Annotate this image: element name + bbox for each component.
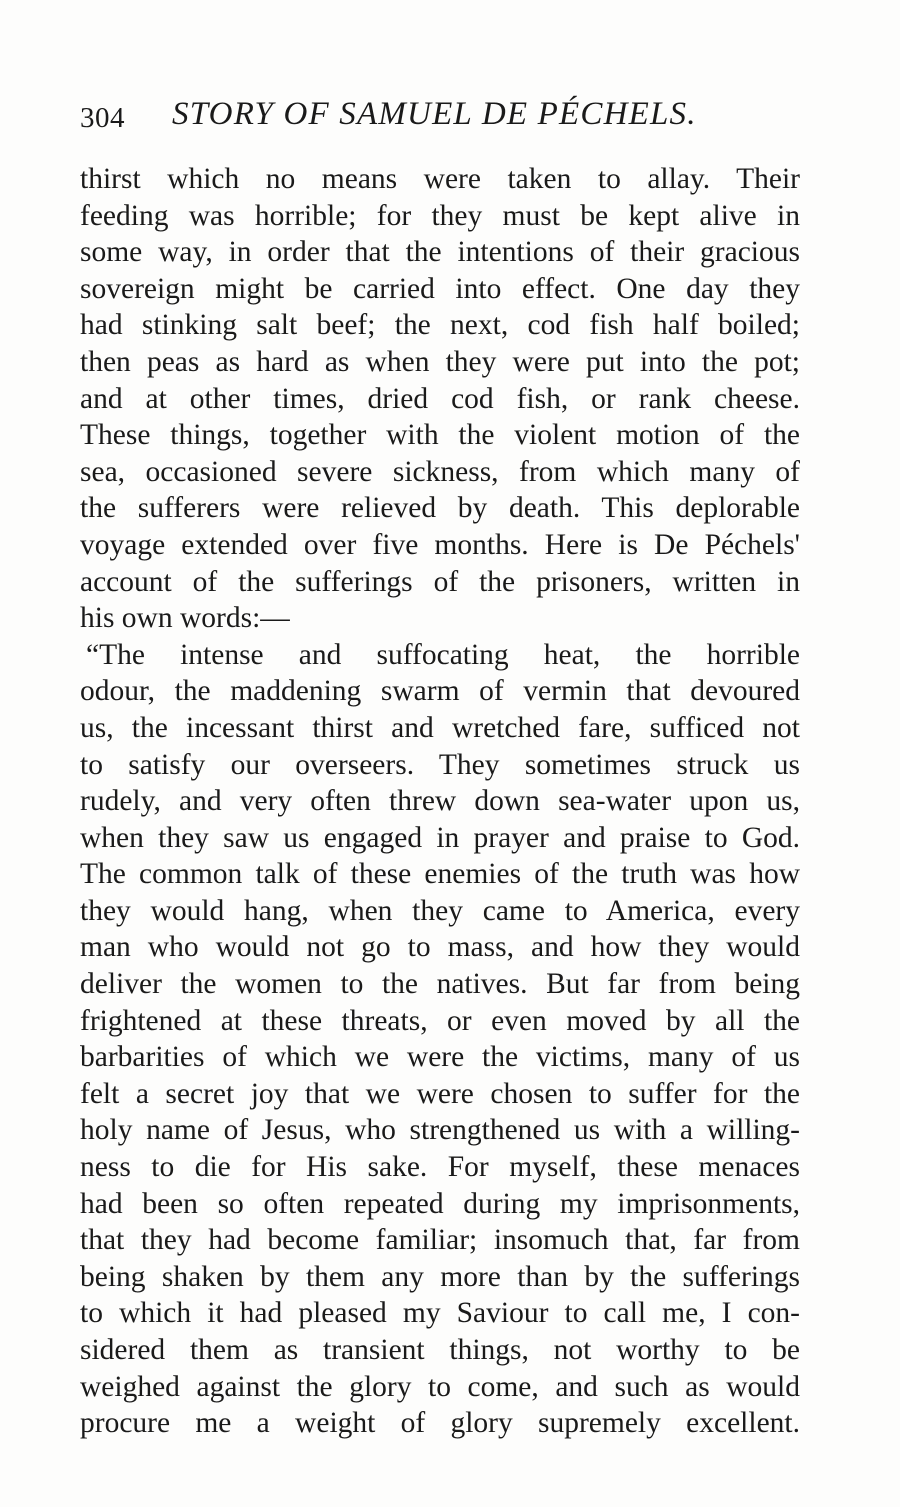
text-line: sovereign might be carried into effect. One day they xyxy=(80,272,800,305)
text-line: ness to die for His sake. For myself, these menaces xyxy=(80,1151,800,1184)
text-line: odour, the maddening swarm of vermin that devoured xyxy=(80,675,800,708)
text-line: sidered them as transient things, not worthy to be xyxy=(80,1334,800,1366)
text-line: weighed against the glory to come, and such as would xyxy=(80,1370,800,1403)
text-line: The common talk of these enemies of the truth was how xyxy=(80,858,800,891)
text-line: rudely, and very often threw down sea-water upon us, xyxy=(80,785,800,818)
text-line: to which it had pleased my Saviour to call me, I con- xyxy=(80,1297,800,1330)
running-title: STORY OF SAMUEL DE PÉCHELS. xyxy=(172,96,697,132)
text-line: some way, in order that the intentions of their gracious xyxy=(80,236,800,269)
text-line: procure me a weight of glory supremely excellent. xyxy=(80,1407,800,1440)
text-line: that they had become familiar; insomuch that, far from xyxy=(80,1224,800,1257)
text-line: they would hang, when they came to America, every xyxy=(80,894,800,927)
text-line: These things, together with the violent motion of the xyxy=(80,419,800,452)
page-number: 304 xyxy=(80,102,125,134)
text-line: feeding was horrible; for they must be kept alive in xyxy=(80,199,800,232)
text-line: the sufferers were relieved by death. This deplorable xyxy=(80,492,800,525)
text-line: his own words:— xyxy=(80,602,290,635)
text-line: us, the incessant thirst and wretched fare, sufficed not xyxy=(80,711,800,744)
text-line: thirst which no means were taken to allay. Their xyxy=(80,163,800,195)
text-line: sea, occasioned severe sickness, from which many of xyxy=(80,455,800,488)
text-line: and at other times, dried cod fish, or rank cheese. xyxy=(80,382,800,415)
body-text xyxy=(80,161,800,1442)
page-header xyxy=(80,96,820,146)
text-line: had been so often repeated during my imprisonments, xyxy=(80,1187,800,1220)
text-line: holy name of Jesus, who strengthened us with a willing- xyxy=(80,1114,800,1147)
text-line: being shaken by them any more than by the sufferings xyxy=(80,1260,800,1293)
text-line: voyage extended over five months. Here is De Péchels' xyxy=(80,528,800,561)
text-line: felt a secret joy that we were chosen to suffer for the xyxy=(80,1077,800,1110)
text-line: had stinking salt beef; the next, cod fish half boiled; xyxy=(80,309,800,342)
text-line: deliver the women to the natives. But far from being xyxy=(80,968,800,1001)
text-line: barbarities of which we were the victims, many of us xyxy=(80,1041,800,1074)
text-line: account of the sufferings of the prisoners, written in xyxy=(80,565,800,598)
text-line: “The intense and suffocating heat, the horrible xyxy=(86,638,800,671)
text-line: then peas as hard as when they were put into the pot; xyxy=(80,345,800,378)
text-line: man who would not go to mass, and how they would xyxy=(80,931,800,964)
text-line: when they saw us engaged in prayer and praise to God. xyxy=(80,821,800,854)
text-line: to satisfy our overseers. They sometimes struck us xyxy=(80,748,800,781)
text-line: frightened at these threats, or even moved by all the xyxy=(80,1004,800,1037)
